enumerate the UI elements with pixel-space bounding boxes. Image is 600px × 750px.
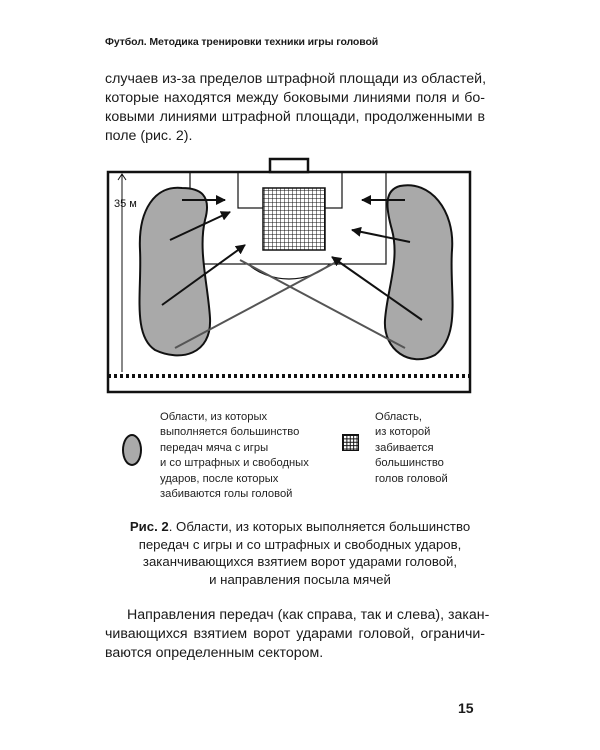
left-pass-area: [140, 188, 211, 356]
legend-line: большинство: [375, 457, 444, 470]
legend-right-text: [375, 410, 448, 487]
legend-net-icon: [342, 434, 359, 451]
paragraph-line: которые находятся между боковыми линиями поля и бо-: [105, 90, 485, 106]
legend-line: и со штрафных и свободных: [160, 457, 309, 470]
sector-line: [240, 260, 405, 348]
football-field-diagram: [100, 150, 490, 400]
paragraph-line: чивающихся взятием ворот ударами головой, ограничи-: [105, 626, 485, 642]
legend-line: передач мяча с игры: [160, 441, 269, 454]
legend-oval-icon: [122, 434, 142, 466]
figure-caption: [110, 518, 490, 588]
caption-line: [110, 518, 490, 536]
paragraph-line: Направления передач (как справа, так и слева), закан-: [127, 607, 490, 623]
paragraph-line: ковыми линиями штрафной площади, продолженными в: [105, 109, 485, 125]
page-number: 15: [458, 700, 474, 716]
paragraph-line: случаев из-за пределов штрафной площади из областей,: [105, 71, 487, 87]
paragraph-1: [105, 70, 485, 146]
scoring-area: [263, 188, 325, 250]
caption-line: заканчивающихся взятием ворот ударами головой,: [142, 554, 458, 569]
caption-line: и направления посыла мячей: [209, 571, 391, 587]
legend-line: Области, из которых: [160, 411, 268, 423]
caption-text: . Области, из которых выполняется большинство: [168, 519, 471, 534]
caption-label: Рис. 2: [129, 519, 169, 534]
legend-line: из которой: [375, 426, 431, 439]
legend-line: забивается: [375, 441, 434, 454]
legend-line: Область,: [375, 411, 423, 423]
legend-line: ударов, после которых: [160, 472, 279, 485]
legend-line: забиваются голы головой: [160, 488, 293, 501]
running-head: Футбол. Методика тренировки техники игры головой: [105, 36, 379, 48]
legend-left-text: [160, 410, 309, 502]
goal: [270, 159, 308, 172]
legend-line: голов головой: [375, 472, 448, 485]
paragraph-2: [105, 606, 490, 663]
distance-label: 35 м: [114, 198, 137, 210]
right-pass-area: [385, 185, 453, 359]
legend-line: выполняется большинство: [160, 426, 300, 439]
paragraph-line: ваются определенным сектором.: [105, 645, 324, 661]
caption-line: передач с игры и со штрафных и свободных ударов,: [138, 536, 462, 552]
paragraph-line: поле (рис. 2).: [105, 128, 193, 144]
